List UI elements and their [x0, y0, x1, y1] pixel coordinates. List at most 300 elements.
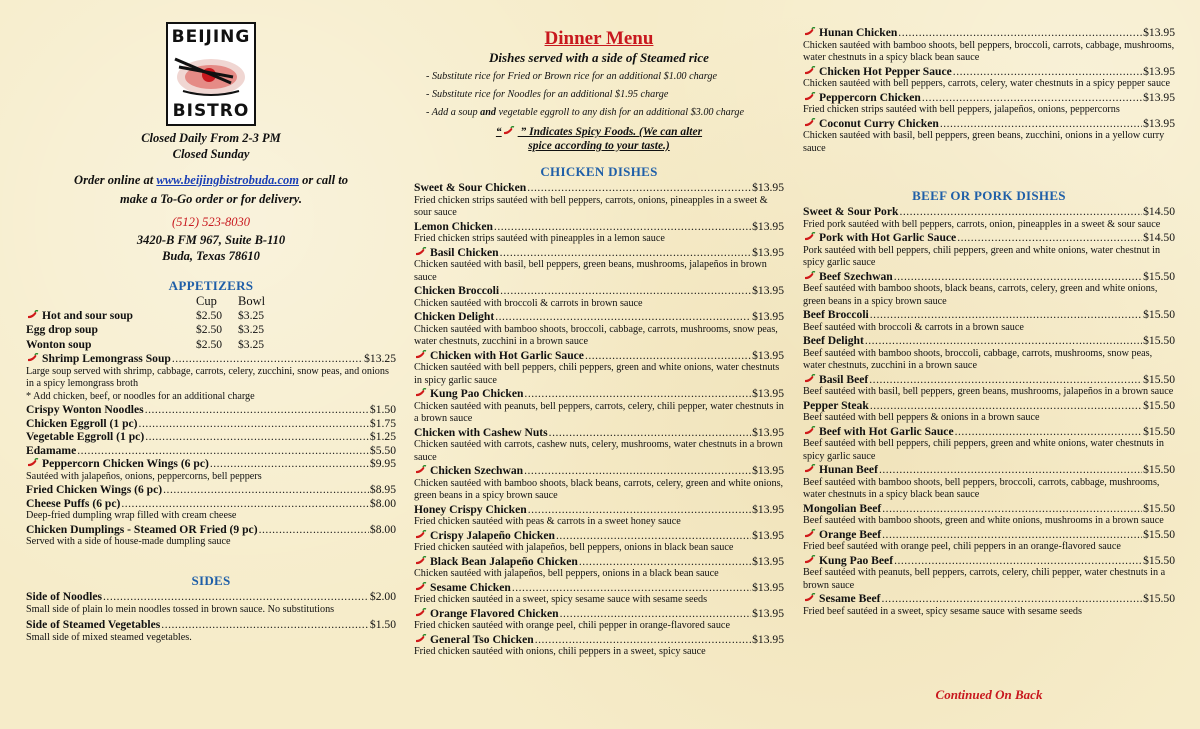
menu-item-name-text: Beef Delight [803, 334, 864, 347]
menu-item [414, 529, 784, 555]
dot-leader [495, 310, 751, 324]
menu-item-description: Chicken sautéed with peanuts, bell peppers, carrots, celery, chili pepper, water chestnuts in a brown sauce [414, 400, 784, 424]
menu-item-price: $1.75 [369, 416, 396, 430]
dot-leader [139, 417, 369, 431]
menu-item-description: Pork sautéed with bell peppers, chili peppers, green and white onions, water chestnut in spicy garlic sauce [803, 244, 1161, 268]
menu-item-price: $1.50 [369, 403, 396, 416]
menu-item-description: Fried chicken sautéed with jalapeños, bell peppers, onions in black bean sauce [414, 542, 734, 553]
menu-item-name [803, 91, 921, 105]
menu-item-name-text: Chicken Dumplings - Steamed OR Fried (9 pc) [26, 522, 258, 536]
dot-leader [500, 284, 751, 298]
menu-item-name-text: Chicken Eggroll (1 pc) [26, 416, 138, 430]
soup-cup-price: $2.50 [196, 337, 223, 351]
menu-item-line [803, 231, 1175, 245]
menu-item-line [26, 444, 396, 458]
menu-item-description: Fried pork sautéed with bell peppers, carrots, onion, pineapples in a sweet & sour sauce [803, 218, 1161, 230]
note-soup-eggroll [426, 104, 786, 122]
menu-item-description: Chicken sautéed with bell peppers, carrots, celery, water chestnuts in a spicy pepper sauce [803, 78, 1171, 89]
menu-item-description: Chicken sautéed with bamboo shoots, broccoli, cabbage, carrots, mushrooms, snow peas, water chestnuts, zucchini in a brown sauce [414, 323, 778, 347]
dot-leader [121, 497, 369, 511]
dot-leader [210, 457, 369, 471]
menu-item [414, 464, 784, 503]
dot-leader [145, 403, 369, 417]
menu-item-price: $13.95 [752, 580, 784, 594]
menu-item [26, 403, 396, 417]
menu-item-price: $13.95 [752, 632, 784, 646]
menu-item [26, 457, 396, 483]
menu-item-name [803, 463, 878, 477]
menu-item-name [414, 633, 534, 647]
soup-bowl-price: $3.25 [238, 308, 265, 322]
menu-item-name-text: Sesame Beef [819, 592, 881, 605]
menu-item-price: $13.95 [752, 464, 784, 477]
menu-item-line [414, 503, 784, 517]
menu-item-line [26, 430, 396, 444]
menu-item-price: $13.95 [752, 310, 784, 323]
menu-item [803, 399, 1175, 425]
dot-leader [494, 220, 751, 234]
menu-item-price: $13.95 [1143, 90, 1175, 104]
menu-item-line [803, 373, 1175, 387]
dot-leader [556, 529, 751, 543]
menu-item [26, 430, 396, 444]
soup-name-text: Egg drop soup [26, 323, 98, 336]
menu-item-price: $15.50 [1143, 463, 1175, 476]
menu-item-name [26, 618, 160, 632]
menu-item-name-text: Crispy Jalapeño Chicken [430, 528, 555, 542]
menu-item-price: $1.25 [369, 430, 396, 443]
note-3-a: - Add a soup [426, 107, 481, 118]
menu-item-price: $8.95 [369, 483, 396, 496]
menu-item-name-text: Peppercorn Chicken [819, 90, 921, 104]
dot-leader [524, 464, 751, 478]
menu-item-name [414, 503, 527, 517]
menu-item-name-text: Orange Flavored Chicken [430, 606, 559, 620]
dot-leader [560, 607, 752, 621]
menu-item-name [803, 270, 893, 284]
beijing-bistro-logo [166, 22, 256, 126]
menu-item-name-text: Basil Beef [819, 372, 869, 386]
cup-label: Cup [196, 294, 217, 308]
menu-item-name-text: Sweet & Sour Pork [803, 205, 899, 218]
menu-item-name-text: Side of Noodles [26, 590, 103, 603]
dot-leader [865, 334, 1142, 348]
menu-item-name [803, 554, 893, 568]
menu-item-description: Fried chicken strips sautéed with bell peppers, carrots, onions, pineapples in a sweet & sour sauce [414, 194, 768, 218]
menu-item [414, 555, 784, 581]
menu-item-name-text: Cheese Puffs (6 pc) [26, 496, 121, 510]
menu-item-price: $13.95 [752, 528, 784, 542]
menu-item-price: $8.00 [369, 522, 396, 536]
bowl-label: Bowl [238, 294, 266, 308]
menu-item-line [26, 417, 396, 431]
menu-item-name-text: Sesame Chicken [430, 580, 511, 594]
menu-item-line [414, 633, 784, 647]
menu-item-name-text: Basil Chicken [430, 245, 499, 259]
dot-leader [957, 231, 1142, 245]
note-3-b: vegetable eggroll to any dish for an additional $3.00 charge [496, 107, 744, 118]
dot-leader [527, 181, 751, 195]
dot-leader [882, 528, 1142, 542]
address-line-2: Buda, Texas 78610 [162, 249, 260, 263]
contact-block [26, 214, 396, 264]
menu-item-description: Sautéed with jalapeños, onions, peppercorns, bell peppers [26, 470, 262, 482]
chili-pepper-icon [26, 353, 39, 363]
menu-item-price: $15.50 [1143, 308, 1175, 321]
menu-item-price: $15.50 [1143, 334, 1175, 347]
menu-item-name [803, 231, 956, 245]
menu-item [414, 220, 784, 246]
dot-leader [899, 205, 1142, 219]
menu-item [803, 231, 1175, 270]
spicy-legend-quote: “ [495, 126, 502, 138]
menu-item-name [414, 349, 584, 363]
chili-pepper-icon [803, 374, 816, 384]
menu-item-price: $13.95 [752, 219, 784, 233]
menu-item-name-text: Pepper Steak [803, 398, 869, 412]
menu-item-line [26, 352, 396, 366]
menu-item-name [414, 555, 578, 569]
menu-item-name-text: Hunan Beef [819, 463, 878, 476]
menu-item-price: $13.95 [752, 348, 784, 362]
menu-item-name [414, 464, 523, 478]
menu-item-name-text: Chicken Hot Pepper Sauce [819, 64, 952, 78]
menu-item-name [803, 502, 881, 516]
hours-line-2: Closed Sunday [172, 147, 250, 161]
chili-pepper-icon [414, 634, 427, 644]
chili-pepper-icon [803, 118, 816, 128]
menu-item-line [26, 497, 396, 511]
menu-item-line [26, 403, 396, 417]
menu-item-name-text: General Tso Chicken [430, 632, 534, 646]
menu-item-name-text: Coconut Curry Chicken [819, 116, 939, 130]
spicy-legend-line-2: spice according to your taste.) [528, 140, 670, 152]
menu-item-line [803, 592, 1175, 606]
menu-item [803, 117, 1175, 156]
menu-item-line [414, 607, 784, 621]
dot-leader [585, 349, 751, 363]
logo-line-1: BEIJING [171, 27, 251, 47]
menu-item-name [414, 387, 523, 401]
menu-item-name-text: Crispy Wonton Noodles [26, 403, 144, 416]
menu-item [803, 554, 1175, 593]
menu-item-description: Fried beef sautéed with orange peel, chili peppers in an orange-flavored sauce [803, 541, 1121, 552]
chili-pepper-icon [803, 426, 816, 436]
menu-item-line [414, 349, 784, 363]
substitution-notes [426, 68, 786, 122]
menu-item-name [414, 310, 494, 324]
dot-leader [955, 425, 1143, 439]
menu-item-name [803, 528, 881, 542]
menu-item-note: * Add chicken, beef, or noodles for an additional charge [26, 390, 255, 402]
menu-item-name-text: Lemon Chicken [414, 219, 493, 233]
beef-pork-list [803, 205, 1175, 618]
menu-item-description: Fried chicken sautéed with peas & carrots in a sweet honey sauce [414, 516, 681, 527]
menu-item-line [26, 618, 396, 632]
menu-item [803, 65, 1175, 91]
menu-item [26, 523, 396, 549]
chili-pepper-icon [803, 92, 816, 102]
menu-item-name [26, 417, 138, 431]
dot-leader [579, 555, 751, 569]
menu-item-line [26, 523, 396, 537]
menu-item-description: Chicken sautéed with carrots, cashew nuts, celery, mushrooms, water chestnuts in a brown sauce [414, 439, 783, 463]
menu-item [414, 349, 784, 388]
menu-item-name [414, 284, 499, 298]
soup-bowl-price: $3.25 [238, 337, 265, 351]
address-line-1: 3420-B FM 967, Suite B-110 [136, 233, 286, 247]
chopsticks-bowl-icon [169, 47, 253, 105]
menu-item-description: Beef sautéed with bamboo shoots, green and white onions, mushrooms in a brown sauce [803, 515, 1164, 526]
dot-leader [500, 246, 751, 260]
chili-pepper-icon [26, 458, 39, 468]
menu-item-name [26, 483, 162, 497]
menu-item [26, 497, 396, 523]
menu-item-description: Beef sautéed with bamboo shoots, black beans, carrots, celery, green and white onions, green beans in a spicy brown sauce [803, 283, 1158, 307]
phone-number[interactable]: (512) 523-8030 [171, 215, 251, 229]
chili-pepper-icon [26, 310, 39, 320]
menu-item-line [26, 483, 396, 497]
menu-item-name-text: Chicken with Cashew Nuts [414, 425, 548, 439]
menu-item-price: $15.50 [1143, 553, 1175, 567]
menu-item [414, 387, 784, 426]
menu-item [26, 590, 396, 616]
website-link[interactable]: www.beijingbistrobuda.com [156, 173, 299, 187]
menu-item-line [803, 270, 1175, 284]
dot-leader [103, 590, 369, 604]
menu-item-description: Fried chicken sautéed with onions, chili peppers in a sweet, spicy sauce [414, 646, 706, 657]
menu-item [26, 444, 396, 458]
menu-item-name-text: Beef Szechwan [819, 269, 893, 283]
menu-item [26, 483, 396, 497]
menu-item-name-text: Kung Pao Beef [819, 553, 894, 567]
menu-item-name-text: Chicken Delight [414, 310, 495, 323]
menu-item-description: Fried chicken sautéed with orange peel, chili pepper in orange-flavored sauce [414, 620, 730, 631]
menu-item-name-text: Shrimp Lemongrass Soup [42, 352, 171, 365]
menu-item [803, 308, 1175, 334]
menu-item-name-text: Peppercorn Chicken Wings (6 pc) [42, 457, 209, 470]
chili-pepper-icon [803, 529, 816, 539]
menu-item-name [414, 181, 526, 195]
menu-item-name [803, 592, 881, 606]
menu-item-name-text: Sweet & Sour Chicken [414, 181, 527, 194]
soup-cup-price: $2.50 [196, 308, 223, 322]
chili-pepper-icon [414, 247, 427, 257]
chili-pepper-icon [803, 27, 816, 37]
chili-pepper-icon [414, 388, 427, 398]
menu-item-name-text: Chicken Szechwan [430, 464, 524, 477]
chili-pepper-icon [803, 464, 816, 474]
menu-item-name-text: Black Bean Jalapeño Chicken [430, 554, 578, 568]
menu-item-name-text: Pork with Hot Garlic Sauce [819, 231, 957, 244]
menu-item-price: $14.50 [1143, 231, 1175, 244]
dot-leader [172, 352, 363, 366]
dot-leader [879, 463, 1142, 477]
menu-item-price: $13.95 [1143, 116, 1175, 130]
dot-leader [870, 308, 1142, 322]
menu-item-price: $13.95 [752, 387, 784, 400]
menu-item-price: $15.50 [1143, 372, 1175, 386]
soup-name [26, 338, 196, 353]
menu-item-name-text: Fried Chicken Wings (6 pc) [26, 483, 163, 496]
menu-item-price: $13.95 [752, 284, 784, 297]
menu-item-price: $13.25 [364, 352, 396, 365]
sides-list [26, 590, 396, 646]
menu-item [803, 502, 1175, 528]
dot-leader [898, 26, 1142, 40]
menu-item-name-text: Side of Steamed Vegetables [26, 618, 161, 631]
menu-item-price: $15.50 [1143, 269, 1175, 283]
menu-item-price: $13.95 [752, 425, 784, 439]
appetizers-list [26, 294, 396, 549]
dot-leader [953, 65, 1142, 79]
soup-header-row [26, 294, 396, 309]
menu-item-line [803, 334, 1175, 348]
menu-item-line [414, 426, 784, 440]
menu-item-line [803, 117, 1175, 131]
menu-item-description: Fried chicken strips sautéed with pineapples in a lemon sauce [414, 233, 665, 244]
menu-item-price: $15.50 [1143, 592, 1175, 605]
menu-item-name [414, 220, 493, 234]
menu-item-line [414, 387, 784, 401]
menu-item-price: $13.95 [752, 554, 784, 568]
menu-item-description: Large soup served with shrimp, cabbage, carrots, celery, zucchini, snow peas, and onions in a spicy lemongrass broth [26, 365, 389, 389]
logo-line-2: BISTRO [172, 101, 250, 121]
menu-item-description: Chicken sautéed with bamboo shoots, bell peppers, broccoli, carrots, cabbage, mushrooms, water chestnuts in a spicy black bean sauce [803, 39, 1175, 63]
menu-item-line [414, 220, 784, 234]
menu-item-line [803, 205, 1175, 219]
menu-item [803, 592, 1175, 618]
menu-item-name-text: Chicken Broccoli [414, 284, 500, 297]
spicy-legend-text: ” Indicates Spicy Foods. (We can alter [517, 126, 703, 138]
chicken-continued-list [803, 26, 1175, 155]
menu-item-price: $13.95 [752, 245, 784, 259]
dot-leader [524, 387, 751, 401]
menu-item-line [803, 425, 1175, 439]
note-3-and: and [480, 107, 497, 118]
menu-item-line [803, 91, 1175, 105]
menu-item-line [803, 399, 1175, 413]
menu-item-name-text: Honey Crispy Chicken [414, 502, 527, 516]
soup-name-text: Hot and sour soup [42, 308, 133, 322]
menu-item [803, 373, 1175, 399]
menu-item-name [414, 246, 499, 260]
menu-item-line [414, 181, 784, 195]
chicken-heading: CHICKEN DISHES [540, 164, 658, 179]
menu-item-name-text: Mongolian Beef [803, 501, 882, 515]
dot-leader [894, 270, 1142, 284]
menu-item-name-text: Chicken with Hot Garlic Sauce [430, 348, 584, 362]
chili-pepper-icon [803, 271, 816, 281]
order-online-block [26, 172, 396, 207]
chili-pepper-icon [803, 555, 816, 565]
soup-bowl-price: $3.25 [238, 323, 265, 336]
menu-item [414, 181, 784, 220]
menu-item-description: Chicken sautéed with jalapeños, bell peppers, onions in a black bean sauce [414, 568, 719, 579]
menu-item-line [414, 464, 784, 478]
dot-leader [922, 91, 1142, 105]
menu-item-line [414, 555, 784, 569]
soup-name [26, 309, 196, 324]
menu-item-price: $13.95 [752, 181, 784, 194]
menu-item-line [803, 502, 1175, 516]
menu-item-name [803, 308, 869, 322]
menu-item-line [414, 529, 784, 543]
chili-pepper-icon [803, 593, 816, 603]
menu-item-price: $15.50 [1143, 424, 1175, 438]
menu-item-name [26, 590, 102, 604]
dot-leader [882, 502, 1142, 516]
menu-item-name [803, 373, 868, 387]
menu-item-line [414, 284, 784, 298]
menu-item-line [414, 310, 784, 324]
menu-item-name [803, 425, 954, 439]
menu-item [414, 581, 784, 607]
menu-item-description: Chicken sautéed with broccoli & carrots in brown sauce [414, 297, 643, 309]
menu-item [414, 503, 784, 529]
soup-name-text: Wonton soup [26, 337, 92, 351]
menu-item [414, 284, 784, 310]
dot-leader [259, 523, 369, 537]
menu-item-price: $13.95 [752, 606, 784, 620]
chili-pepper-icon [803, 66, 816, 76]
menu-item-name [803, 65, 952, 79]
menu-item-price: $14.50 [1143, 205, 1175, 218]
dot-leader [512, 581, 751, 595]
menu-item-name [414, 581, 511, 595]
dinner-subtitle: Dishes served with a side of Steamed rice [489, 50, 709, 65]
continued-on-back: Continued On Back [935, 687, 1043, 702]
dot-leader [528, 503, 751, 517]
dot-leader [163, 483, 369, 497]
menu-item [26, 618, 396, 644]
menu-item-line [26, 590, 396, 604]
menu-item [803, 205, 1175, 231]
menu-item-line [803, 463, 1175, 477]
dot-leader [535, 633, 751, 647]
menu-item-name-text: Beef Broccoli [803, 308, 869, 321]
menu-item-description: Small side of mixed steamed vegetables. [26, 631, 192, 643]
menu-item-line [803, 308, 1175, 322]
menu-item-line [803, 528, 1175, 542]
menu-item-name [26, 523, 258, 537]
dot-leader [894, 554, 1142, 568]
menu-item-line [803, 26, 1175, 40]
menu-item-price: $1.50 [369, 618, 396, 631]
note-fried-rice: - Substitute rice for Fried or Brown rice for an additional $1.00 charge [426, 71, 717, 82]
hours-line-1: Closed Daily From 2-3 PM [141, 131, 281, 145]
menu-item-description: Served with a side of house-made dumpling sauce [26, 536, 231, 547]
menu-item-description: Chicken sautéed with basil, bell peppers, green beans, mushrooms, jalapeños in brown sauce [414, 259, 767, 283]
menu-item-price: $15.50 [1143, 527, 1175, 541]
dot-leader [940, 117, 1142, 131]
menu-item-line [803, 554, 1175, 568]
spicy-legend [414, 125, 784, 153]
chicken-list [414, 181, 784, 659]
menu-item-description: Chicken sautéed with bell peppers, chili peppers, green and white onions, water chestnuts in spicy garlic sauce [414, 362, 780, 386]
dot-leader [882, 592, 1143, 606]
menu-item-description: Fried chicken strips sautéed with bell peppers, jalapeños, onions, peppercorns [803, 104, 1120, 115]
menu-item-description: Beef sautéed with bamboo shoots, bell peppers, broccoli, carrots, cabbage, mushrooms, water chestnuts in a spicy black bean sauce [803, 476, 1160, 500]
menu-item-name-text: Vegetable Eggroll (1 pc) [26, 430, 145, 443]
menu-item-line [803, 65, 1175, 79]
hours-block [26, 130, 396, 162]
dot-leader [870, 399, 1142, 413]
menu-item-name [414, 426, 548, 440]
menu-item-name [414, 529, 555, 543]
menu-item [803, 334, 1175, 373]
dot-leader [77, 444, 369, 458]
